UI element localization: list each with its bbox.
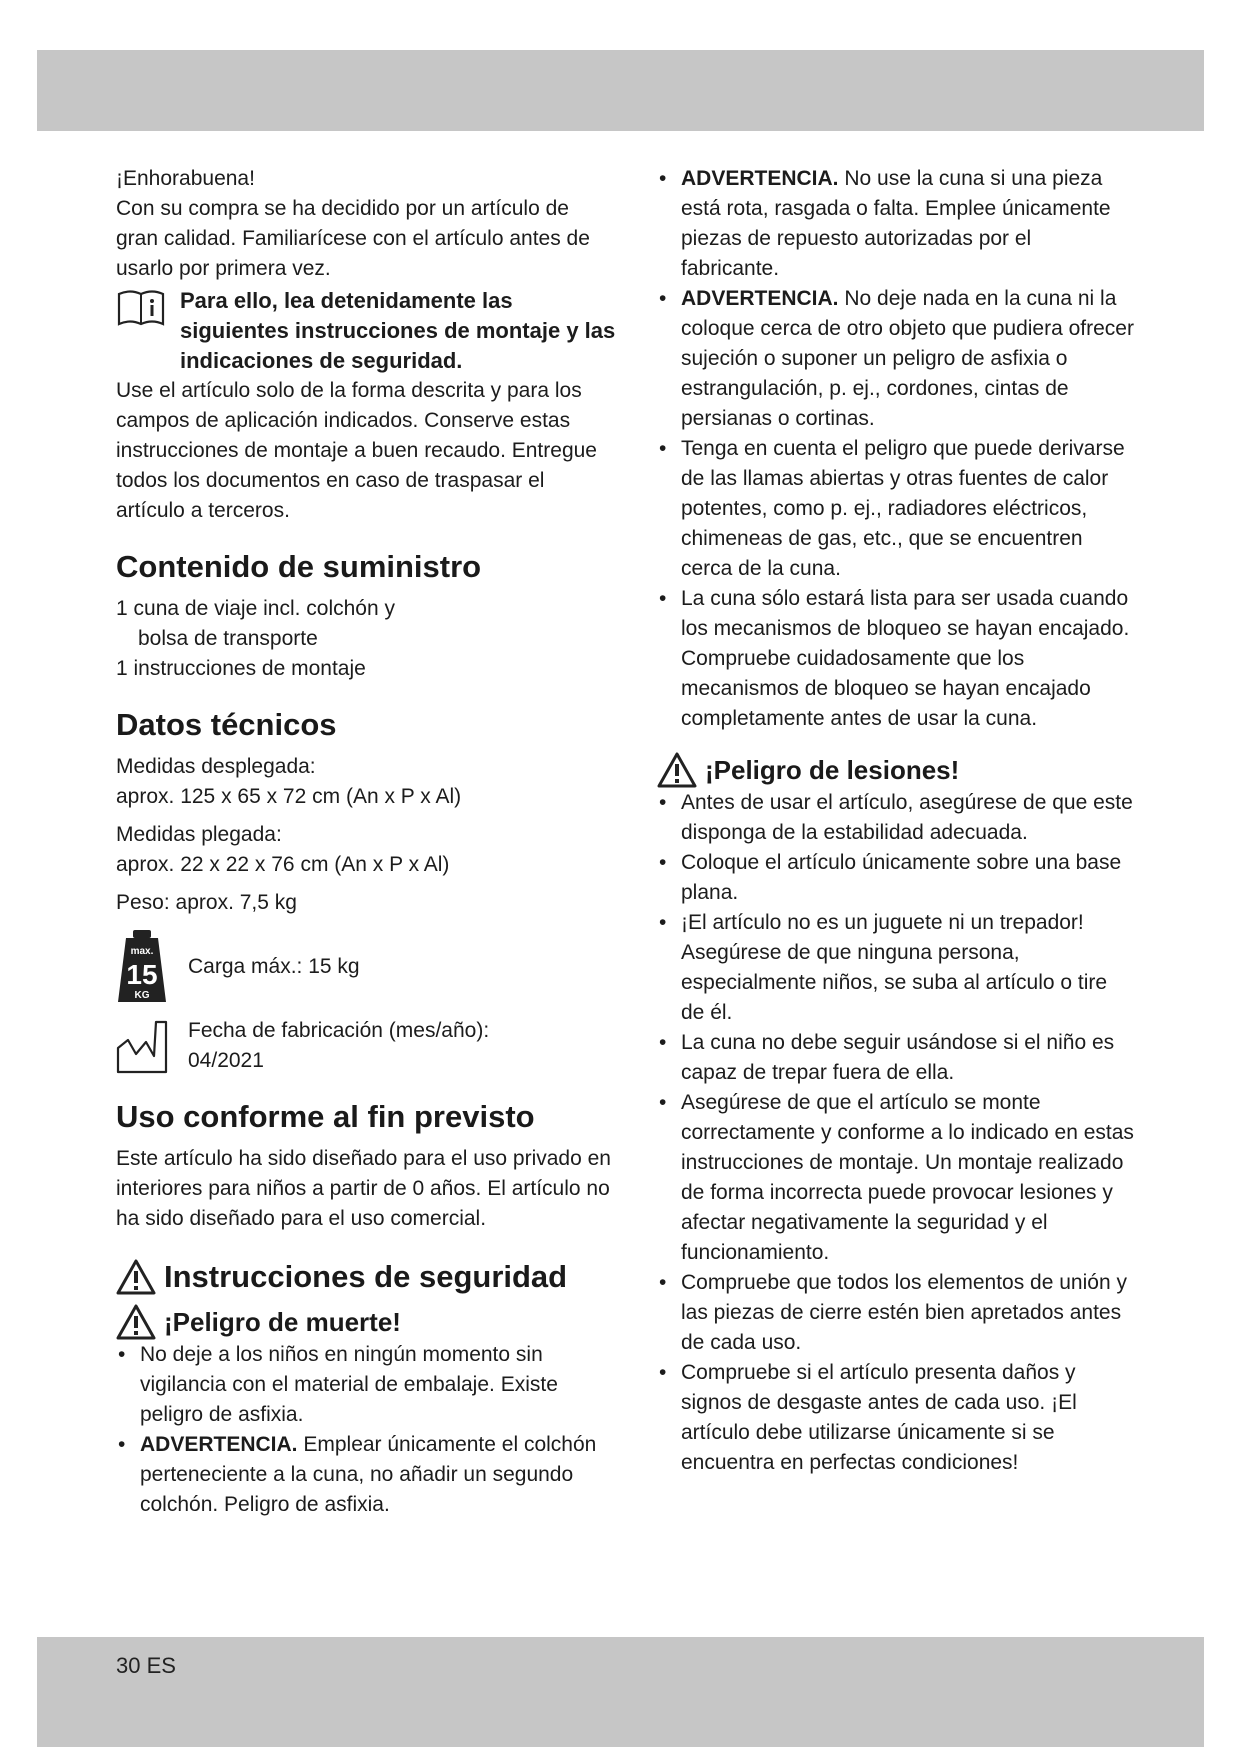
max-load-row [116,928,616,1006]
death-danger-title: ¡Peligro de muerte! [164,1307,401,1337]
left-column [116,164,616,1520]
greeting: ¡Enhorabuena! [116,167,255,190]
warning-label: ADVERTENCIA. [681,287,839,310]
intended-use-heading: Uso conforme al fin previsto [116,1099,535,1134]
death-danger-heading [116,1304,616,1340]
supply-item-1: 1 cuna de viaje incl. colchón y [116,597,395,620]
warning-icon [657,752,697,788]
folded-value: aprox. 22 x 22 x 76 cm (An x P x Al) [116,853,450,876]
list-item: • Compruebe si el artículo presenta daños y signos de desgaste antes de cada uso. ¡El artículo debe utilizarse únicamente si se encuentra en perfectas condiciones! [657,1358,1135,1478]
weight-icon-unit: KG [134,990,150,1001]
max-load-text: Carga máx.: 15 kg [188,955,360,978]
read-instructions-note [116,286,616,376]
list-item: • No deje a los niños en ningún momento sin vigilancia con el material de embalaje. Existe peligro de asfixia. [116,1340,616,1430]
weight-icon-number: 15 [126,959,158,990]
safety-heading [116,1258,616,1296]
injury-danger-heading [657,752,1135,788]
manufacture-date-label: Fecha de fabricación (mes/año): [188,1019,490,1042]
right-column [657,164,1135,1478]
list-item: • ADVERTENCIA. No deje nada en la cuna ni la coloque cerca de otro objeto que pudiera ofrecer sujeción o suponer un peligro de asfixia o estrangulación, p. ej., cordones, cintas de persianas o cortinas. [657,284,1135,434]
warning-icon [116,1304,156,1340]
injury-danger-title: ¡Peligro de lesiones! [705,755,960,785]
book-info-icon [116,286,166,376]
list-item: • Compruebe que todos los elementos de unión y las piezas de cierre estén bien apretados antes de cada uso. [657,1268,1135,1358]
factory-icon [116,1018,168,1074]
warning-label: ADVERTENCIA. [681,167,839,190]
list-item: • ADVERTENCIA. No use la cuna si una pieza está rota, rasgada o falta. Emplee únicamente piezas de repuesto autorizadas por el fabricante. [657,164,1135,284]
supply-heading: Contenido de suministro [116,549,482,584]
weight-text: Peso: aprox. 7,5 kg [116,891,297,914]
list-item: • ¡El artículo no es un juguete ni un trepador! Asegúrese de que ninguna persona, especialmente niños, se suba al artículo o tire de él. [657,908,1135,1028]
list-item: • La cuna no debe seguir usándose si el niño es capaz de trepar fuera de ella. [657,1028,1135,1088]
warning-list [657,164,1135,734]
list-item: • ADVERTENCIA. Emplear únicamente el colchón perteneciente a la cuna, no añadir un segundo colchón. Peligro de asfixia. [116,1430,616,1520]
death-danger-list [116,1340,616,1520]
footer-band [37,1637,1204,1747]
tech-heading: Datos técnicos [116,707,337,742]
folded-label: Medidas plegada: [116,823,282,846]
list-item: • Asegúrese de que el artículo se monte correctamente y conforme a lo indicado en estas instrucciones de montaje. Un montaje realizado de forma incorrecta puede provocar lesiones y afectar negativamente la seguridad y el funcionamiento. [657,1088,1135,1268]
list-item: • La cuna sólo estará lista para ser usada cuando los mecanismos de bloqueo se hayan encajado. Compruebe cuidadosamente que los mecanismos de bloqueo se hayan encajado completamente antes de usar la cuna. [657,584,1135,734]
usage-text: Use el artículo solo de la forma descrita y para los campos de aplicación indicados. Conserve estas instrucciones de montaje a buen recaudo. Entregue todos los documentos en caso de traspasar el artículo a terceros. [116,379,597,522]
supply-item-2: 1 instrucciones de montaje [116,657,366,680]
unfolded-value: aprox. 125 x 65 x 72 cm (An x P x Al) [116,785,462,808]
manufacture-date-row [116,1016,616,1076]
weight-icon [116,928,168,1006]
warning-icon [116,1259,156,1295]
list-item: • Coloque el artículo únicamente sobre una base plana. [657,848,1135,908]
warning-label: ADVERTENCIA. [140,1433,298,1456]
header-band [37,50,1204,131]
list-item: • Antes de usar el artículo, asegúrese de que este disponga de la estabilidad adecuada. [657,788,1135,848]
manufacture-date-value: 04/2021 [188,1049,264,1072]
weight-icon-max: max. [130,946,154,957]
intro-text: Con su compra se ha decidido por un artículo de gran calidad. Familiarícese con el artículo antes de usarlo por primera vez. [116,197,590,280]
list-item: • Tenga en cuenta el peligro que puede derivarse de las llamas abiertas y otras fuentes de calor potentes, como p. ej., radiadores eléctricos, chimeneas de gas, etc., que se encuentren cerca de la cuna. [657,434,1135,584]
read-instructions-text: Para ello, lea detenidamente las siguientes instrucciones de montaje y las indicaciones de seguridad. [180,288,616,373]
injury-danger-list [657,788,1135,1478]
page-number: 30 ES [116,1653,176,1678]
unfolded-label: Medidas desplegada: [116,755,316,778]
safety-heading-text: Instrucciones de seguridad [164,1259,568,1294]
intended-use-text: Este artículo ha sido diseñado para el uso privado en interiores para niños a partir de 0 años. El artículo no ha sido diseñado para el uso comercial. [116,1147,611,1230]
supply-item-1-cont: bolsa de transporte [138,627,318,650]
